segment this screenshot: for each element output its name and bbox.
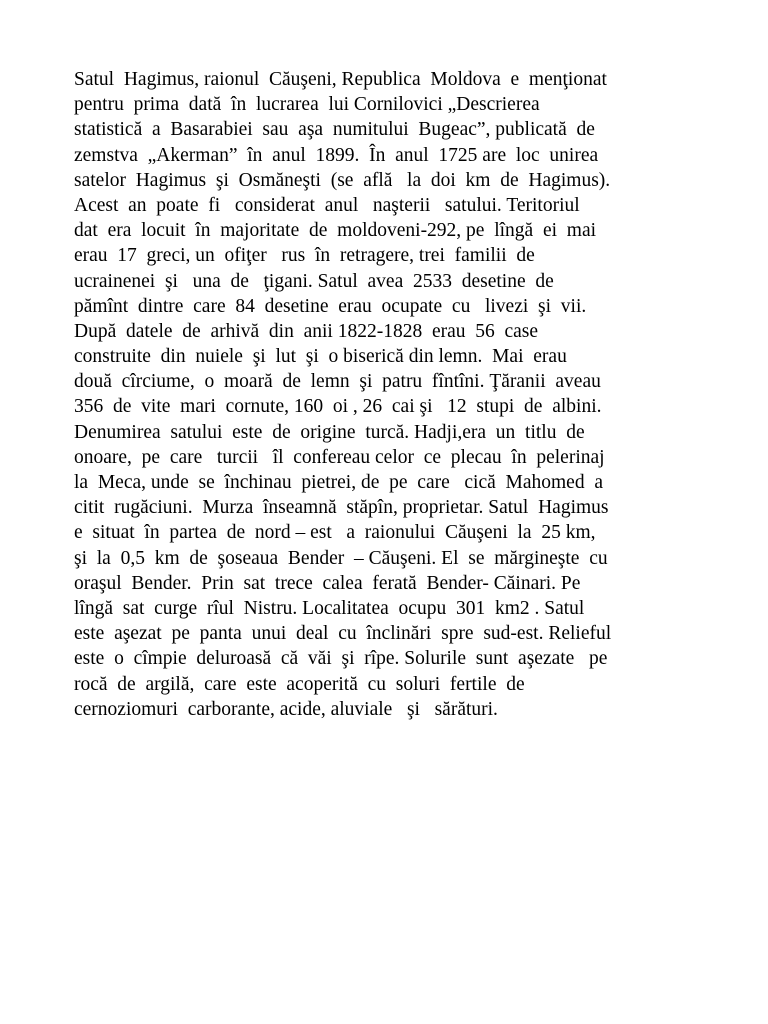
paragraph-line: satelor Hagimus şi Osmăneşti (se află la doi km de Hagimus). bbox=[74, 169, 611, 191]
paragraph-line: ucrainenei şi una de ţigani. Satul avea 2533 desetine de bbox=[74, 270, 554, 292]
paragraph-line: este aşezat pe panta unui deal cu înclinări spre sud-est. Relieful bbox=[74, 623, 612, 645]
paragraph-line: rocă de argilă, care este acoperită cu soluri fertile de bbox=[74, 673, 525, 695]
paragraph-line: e situat în partea de nord – est a raionului Căuşeni la 25 km, bbox=[74, 522, 596, 544]
paragraph-line: citit rugăciuni. Murza înseamnă stăpîn, proprietar. Satul Hagimus bbox=[74, 497, 609, 519]
paragraph-line: construite din nuiele şi lut şi o biserică din lemn. Mai erau bbox=[74, 346, 567, 368]
paragraph-line: pentru prima dată în lucrarea lui Cornilovici „Descrierea bbox=[74, 94, 540, 116]
paragraph-line: la Meca, unde se închinau pietrei, de pe care cică Mahomed a bbox=[74, 472, 603, 493]
paragraph-line: Satul Hagimus, raionul Căuşeni, Republica Moldova e menţionat bbox=[74, 69, 607, 90]
paragraph-line: zemstva „Akerman” în anul 1899. În anul 1725 are loc unirea bbox=[74, 144, 599, 166]
paragraph-line: 356 de vite mari cornute, 160 oi , 26 cai şi 12 stupi de albini. bbox=[74, 396, 602, 418]
paragraph-line: onoare, pe care turcii îl confereau celor ce plecau în pelerinaj bbox=[74, 446, 605, 468]
paragraph-line: pămînt dintre care 84 desetine erau ocupate cu livezi şi vii. bbox=[74, 295, 587, 317]
paragraph-line: cernoziomuri carborante, acide, aluviale şi sărături. bbox=[74, 698, 498, 720]
paragraph-line: După datele de arhivă din anii 1822-1828 erau 56 case bbox=[74, 320, 539, 342]
paragraph-line: statistică a Basarabiei sau aşa numitului Bugeac”, publicată de bbox=[74, 119, 595, 141]
paragraph-line: erau 17 greci, un ofiţer rus în retragere, trei familii de bbox=[74, 245, 535, 267]
paragraph-line: oraşul Bender. Prin sat trece calea ferată Bender- Căinari. Pe bbox=[74, 572, 581, 594]
paragraph-line: şi la 0,5 km de şoseaua Bender – Căuşeni. El se mărgineşte cu bbox=[74, 547, 608, 569]
paragraph-line: Denumirea satului este de origine turcă. Hadji,era un titlu de bbox=[74, 421, 585, 443]
body-paragraph bbox=[74, 67, 714, 722]
paragraph-line: Acest an poate fi considerat anul naşterii satului. Teritoriul bbox=[74, 194, 580, 216]
paragraph-line: dat era locuit în majoritate de moldoveni-292, pe lîngă ei mai bbox=[74, 220, 597, 242]
paragraph-line: lîngă sat curge rîul Nistru. Localitatea ocupu 301 km2 . Satul bbox=[74, 597, 585, 619]
paragraph-line: este o cîmpie deluroasă că văi şi rîpe. Solurile sunt aşezate pe bbox=[74, 648, 608, 670]
paragraph-line: două cîrciume, o moară de lemn şi patru fîntîni. Ţăranii aveau bbox=[74, 371, 601, 393]
